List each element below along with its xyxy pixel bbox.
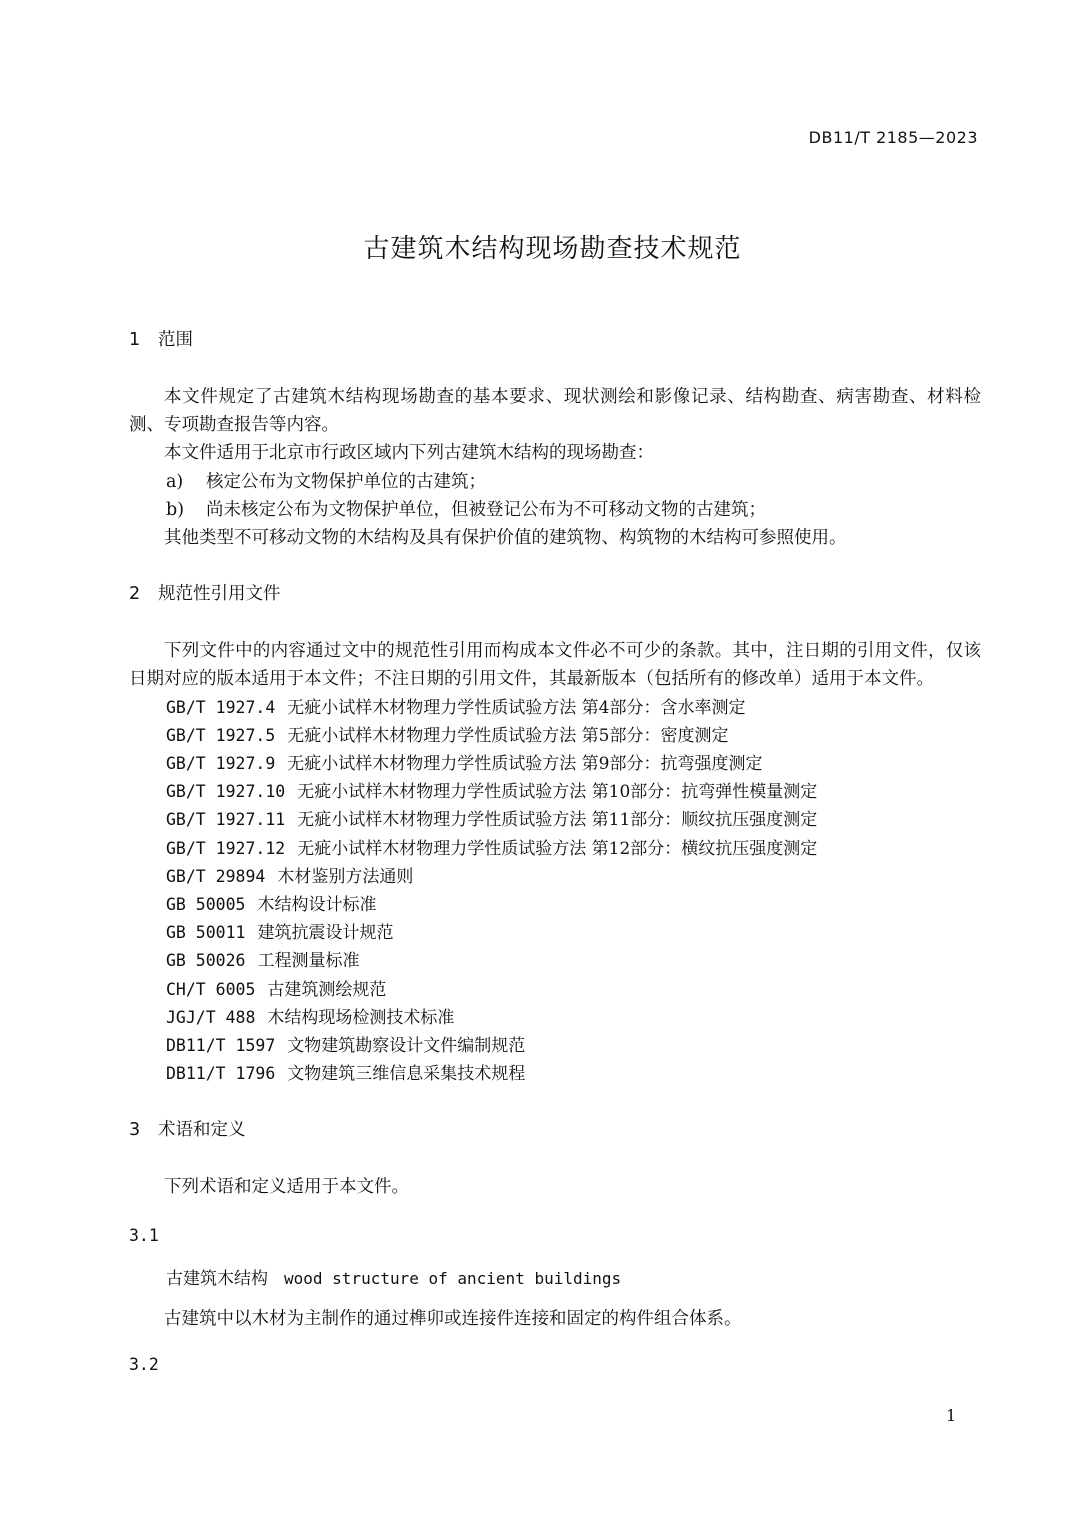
reference-item xyxy=(129,976,981,1004)
reference-code: GB/T 1927.11 xyxy=(166,810,286,830)
reference-item xyxy=(129,1032,981,1060)
reference-item xyxy=(129,1004,981,1032)
reference-title: 木结构设计标准 xyxy=(257,895,377,916)
section-1-number: 1 xyxy=(129,330,141,350)
scope-paragraph-1: 本文件规定了古建筑木结构现场勘查的基本要求、现状测绘和影像记录、结构勘查、病害勘查、材料检测、专项勘查报告等内容。 xyxy=(129,387,981,436)
reference-code: DB11/T 1796 xyxy=(166,1064,276,1084)
reference-title: 木结构现场检测技术标准 xyxy=(267,1007,455,1028)
list-item-mark: a) xyxy=(166,471,184,492)
term-number: 3.2 xyxy=(129,1354,159,1374)
list-item xyxy=(129,468,981,496)
reference-title: 无疵小试样木材物理力学性质试验方法 第10部分：抗弯弹性模量测定 xyxy=(297,782,818,803)
reference-code: GB/T 1927.9 xyxy=(166,754,276,774)
term-number: 3.1 xyxy=(129,1225,159,1245)
reference-code: GB/T 1927.5 xyxy=(166,725,276,745)
reference-code: GB 50011 xyxy=(166,923,246,943)
reference-title: 无疵小试样木材物理力学性质试验方法 第11部分：顺纹抗压强度测定 xyxy=(297,810,818,831)
reference-title: 工程测量标准 xyxy=(257,951,360,972)
reference-title: 木材鉴别方法通则 xyxy=(277,866,414,887)
reference-code: GB/T 1927.10 xyxy=(166,782,286,802)
term-chinese: 古建筑木结构 xyxy=(166,1268,268,1289)
document-body xyxy=(129,326,981,1379)
reference-title: 无疵小试样木材物理力学性质试验方法 第9部分：抗弯强度测定 xyxy=(287,754,763,775)
section-1-heading xyxy=(129,326,981,354)
reference-item xyxy=(129,835,981,863)
reference-item xyxy=(129,947,981,975)
reference-code: JGJ/T 488 xyxy=(166,1007,256,1027)
reference-item xyxy=(129,891,981,919)
reference-code: GB/T 1927.4 xyxy=(166,697,276,717)
reference-item xyxy=(129,750,981,778)
reference-title: 文物建筑三维信息采集技术规程 xyxy=(287,1064,526,1085)
reference-item xyxy=(129,919,981,947)
reference-code: GB 50005 xyxy=(166,895,246,915)
reference-code: DB11/T 1597 xyxy=(166,1036,276,1056)
section-3-title: 术语和定义 xyxy=(158,1120,246,1141)
term-definition: 古建筑中以木材为主制作的通过榫卯或连接件连接和固定的构件组合体系。 xyxy=(164,1308,742,1329)
reference-item xyxy=(129,778,981,806)
reference-item xyxy=(129,806,981,834)
reference-title: 无疵小试样木材物理力学性质试验方法 第4部分：含水率测定 xyxy=(287,697,746,718)
reference-code: CH/T 6005 xyxy=(166,979,256,999)
list-item-text: 核定公布为文物保护单位的古建筑； xyxy=(206,471,486,492)
reference-code: GB/T 29894 xyxy=(166,866,266,886)
section-3-number: 3 xyxy=(129,1120,141,1141)
list-item-text: 尚未核定公布为文物保护单位，但被登记公布为不可移动文物的古建筑； xyxy=(206,499,766,520)
reference-item xyxy=(129,722,981,750)
reference-title: 文物建筑勘察设计文件编制规范 xyxy=(287,1036,526,1057)
section-2-heading xyxy=(129,580,981,608)
document-code: DB11/T 2185—2023 xyxy=(808,128,978,147)
reference-title: 古建筑测绘规范 xyxy=(267,979,387,1000)
reference-item xyxy=(129,1060,981,1088)
reference-title: 无疵小试样木材物理力学性质试验方法 第5部分：密度测定 xyxy=(287,725,729,746)
reference-title: 无疵小试样木材物理力学性质试验方法 第12部分：横纹抗压强度测定 xyxy=(297,838,818,859)
list-item-mark: b) xyxy=(166,499,185,520)
term-heading xyxy=(129,1265,981,1293)
list-item xyxy=(129,496,981,524)
section-3-heading xyxy=(129,1116,981,1144)
section-2-title: 规范性引用文件 xyxy=(158,584,281,605)
reference-item xyxy=(129,863,981,891)
scope-paragraph-2: 本文件适用于北京市行政区域内下列古建筑木结构的现场勘查： xyxy=(164,443,654,464)
document-title: 古建筑木结构现场勘查技术规范 xyxy=(363,234,742,264)
reference-item xyxy=(129,694,981,722)
term-english: wood structure of ancient buildings xyxy=(284,1268,622,1288)
terms-intro: 下列术语和定义适用于本文件。 xyxy=(164,1177,409,1198)
page-number: 1 xyxy=(946,1406,957,1425)
reference-code: GB 50026 xyxy=(166,951,246,971)
references-intro: 下列文件中的内容通过文中的规范性引用而构成本文件必不可少的条款。其中，注日期的引用文件，仅该日期对应的版本适用于本文件；不注日期的引用文件，其最新版本（包括所有的修改单）适用于本文件。 xyxy=(129,641,981,690)
reference-title: 建筑抗震设计规范 xyxy=(257,923,394,944)
scope-paragraph-3: 其他类型不可移动文物的木结构及具有保护价值的建筑物、构筑物的木结构可参照使用。 xyxy=(164,528,847,549)
reference-code: GB/T 1927.12 xyxy=(166,838,286,858)
section-1-title: 范围 xyxy=(158,330,193,350)
section-2-number: 2 xyxy=(129,584,141,605)
